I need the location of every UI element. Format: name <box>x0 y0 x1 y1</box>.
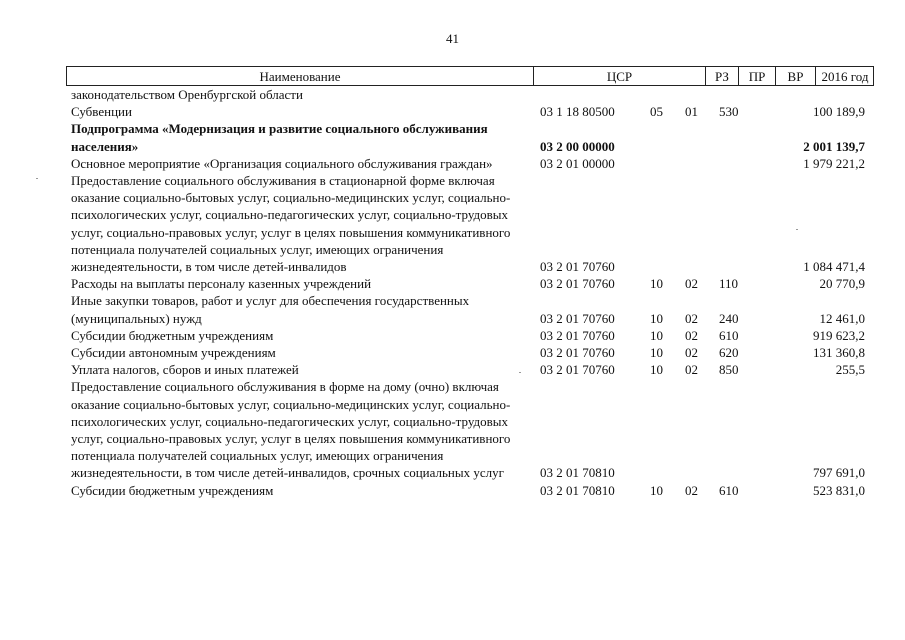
row-csr: 03 2 00 00000 <box>540 138 615 154</box>
row-name: Субсидии автономным учреждениям <box>71 345 276 361</box>
row-name: Субсидии бюджетным учреждениям <box>71 482 274 498</box>
table-row <box>0 103 905 120</box>
row-rz: 10 <box>650 345 663 361</box>
row-vr: 850 <box>719 362 739 378</box>
row-amount: 2 001 139,7 <box>803 138 865 154</box>
header-rz: РЗ <box>706 67 739 85</box>
row-csr: 03 2 01 00000 <box>540 155 615 171</box>
table-row <box>0 86 905 103</box>
row-pr: 02 <box>685 327 698 343</box>
row-csr: 03 2 01 70760 <box>540 327 615 343</box>
row-pr: 02 <box>685 362 698 378</box>
scan-speck <box>519 372 521 373</box>
row-name: Подпрограмма «Модернизация и развитие социального обслуживания населения» <box>71 121 488 154</box>
table-row <box>0 482 905 499</box>
table-row <box>0 172 905 275</box>
row-amount: 100 189,9 <box>813 104 865 120</box>
table-row <box>0 275 905 292</box>
table-header <box>66 66 874 86</box>
row-vr: 530 <box>719 104 739 120</box>
table-row <box>0 327 905 344</box>
row-name: Субсидии бюджетным учреждениям <box>71 327 274 343</box>
table-row <box>0 155 905 172</box>
row-name: Предоставление социального обслуживания в стационарной форме включая оказание социально-бытовых услуг, социально-медицинских услуг, социально-психологических услуг, социально-педагогических услуг, социально-трудовых услуг, социально-правовых услуг, услуг в целях повышения коммуникативного потенциала получателей социальных услуг, имеющих ограничения жизнедеятельности, в том числе детей-инвалидов <box>71 173 511 275</box>
scan-speck <box>36 178 38 179</box>
scan-speck <box>796 229 798 230</box>
row-csr: 03 1 18 80500 <box>540 104 615 120</box>
row-rz: 05 <box>650 104 663 120</box>
row-csr: 03 2 01 70810 <box>540 482 615 498</box>
row-csr: 03 2 01 70760 <box>540 259 615 275</box>
row-amount: 255,5 <box>835 362 865 378</box>
row-rz: 10 <box>650 276 663 292</box>
row-name: Субвенции <box>71 104 132 120</box>
row-csr: 03 2 01 70760 <box>540 362 615 378</box>
row-name: Расходы на выплаты персоналу казенных учреждений <box>71 276 372 292</box>
row-rz: 10 <box>650 310 663 326</box>
row-pr: 02 <box>685 276 698 292</box>
header-csr: ЦСР <box>534 67 706 85</box>
row-vr: 610 <box>719 327 739 343</box>
row-amount: 1 979 221,2 <box>803 155 865 171</box>
table-row <box>0 344 905 361</box>
table-body <box>0 86 905 499</box>
row-csr: 03 2 01 70810 <box>540 465 615 481</box>
row-rz: 10 <box>650 362 663 378</box>
row-name: Уплата налогов, сборов и иных платежей <box>71 362 299 378</box>
header-year: 2016 год <box>821 69 869 84</box>
table-row <box>0 361 905 378</box>
row-vr: 610 <box>719 482 739 498</box>
row-amount: 797 691,0 <box>813 465 865 481</box>
row-pr: 02 <box>685 345 698 361</box>
row-amount: 1 084 471,4 <box>803 259 865 275</box>
table-row <box>0 378 905 481</box>
table-row <box>0 292 905 326</box>
row-pr: 02 <box>685 310 698 326</box>
row-csr: 03 2 01 70760 <box>540 345 615 361</box>
row-pr: 01 <box>685 104 698 120</box>
row-name: Иные закупки товаров, работ и услуг для обеспечения государственных (муниципальных) нужд <box>71 293 470 326</box>
row-amount: 919 623,2 <box>813 327 865 343</box>
row-csr: 03 2 01 70760 <box>540 310 615 326</box>
row-amount: 12 461,0 <box>819 310 865 326</box>
row-name: Предоставление социального обслуживания в форме на дому (очно) включая оказание социально-бытовых услуг, социально-медицинских услуг, социально-психологических услуг, социально-педагогических услуг, социально-трудовых услуг, социально-правовых услуг, услуг в целях повышения коммуникативного потенциала получателей социальных услуг, имеющих ограничения жизнедеятельности, в том числе детей-инвалидов, срочных социальных услуг <box>71 379 511 481</box>
header-name: Наименование <box>67 67 534 85</box>
row-name: Основное мероприятие «Организация социального обслуживания граждан» <box>71 155 493 171</box>
row-rz: 10 <box>650 327 663 343</box>
row-amount: 131 360,8 <box>813 345 865 361</box>
row-amount: 523 831,0 <box>813 482 865 498</box>
row-rz: 10 <box>650 482 663 498</box>
page-number: 41 <box>446 31 459 46</box>
header-vr: ВР <box>776 67 816 85</box>
row-vr: 240 <box>719 310 739 326</box>
row-vr: 110 <box>719 276 739 292</box>
row-amount: 20 770,9 <box>819 276 865 292</box>
row-csr: 03 2 01 70760 <box>540 276 615 292</box>
header-pr: ПР <box>739 67 776 85</box>
row-name: законодательством Оренбургской области <box>71 87 303 102</box>
row-vr: 620 <box>719 345 739 361</box>
table-row <box>0 120 905 154</box>
row-pr: 02 <box>685 482 698 498</box>
